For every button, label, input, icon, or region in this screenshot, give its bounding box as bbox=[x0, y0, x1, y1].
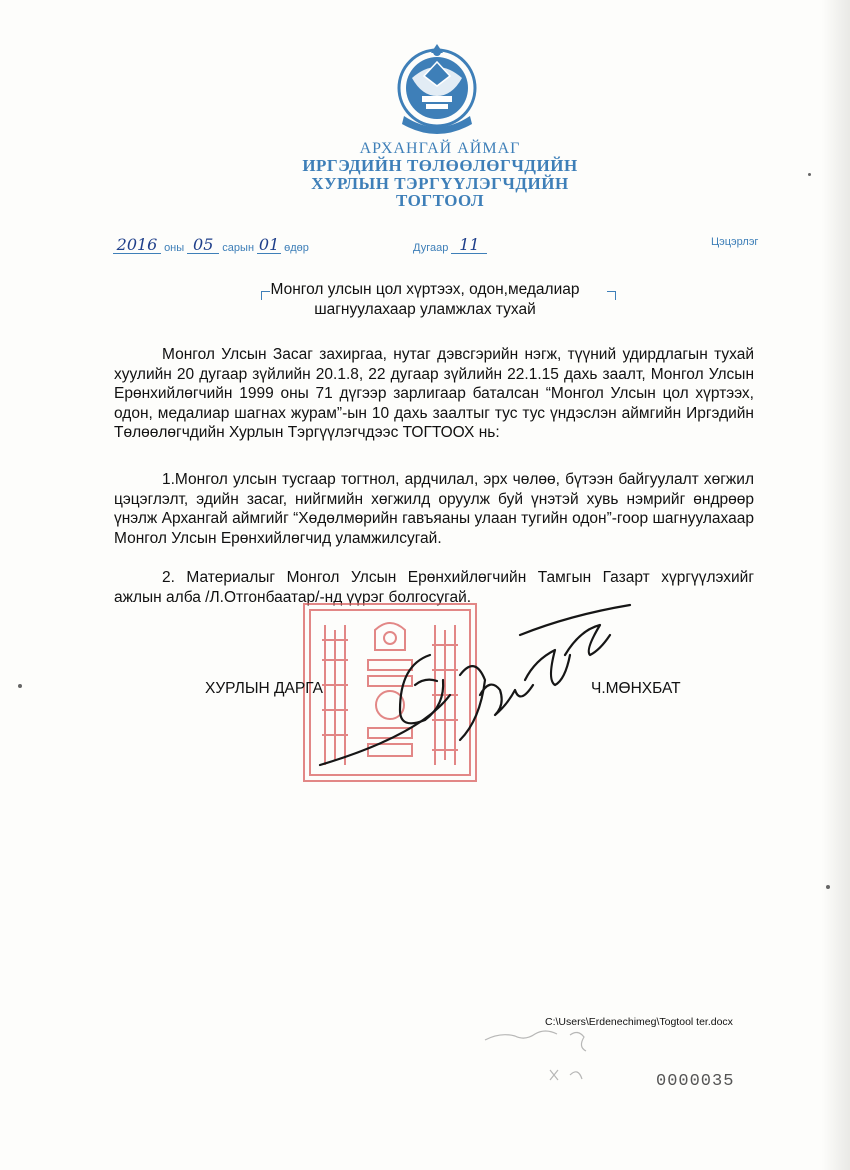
date-year: 2016 bbox=[113, 236, 161, 254]
state-emblem-icon bbox=[392, 38, 482, 138]
document-type: ТОГТООЛ bbox=[395, 191, 485, 210]
date-month-suffix: сарын bbox=[222, 242, 255, 254]
signatory-title: ХУРЛЫН ДАРГА bbox=[205, 680, 323, 697]
body-paragraph-2: 1.Монгол улсын тусгаар тогтнол, ардчилал, эрх чөлөө, бүтээн байгуулалт хөгжил цэцэглэлт, эдийн засаг, нийгмийн хөгжилд оруулж буй үнэтэй хувь нэмрийг өндрөөр үнэлж Архангай аймгийг “Хөдөлмөрийн гавъяаны улаан тугийн одон”-гоор шагнуулахаар Монгол Улсын Ерөнхийлөгчид уламжилсугай. bbox=[114, 471, 754, 547]
page-edge-shadow bbox=[822, 0, 850, 1170]
number-line bbox=[413, 236, 487, 254]
date-month: 05 bbox=[187, 236, 219, 254]
handwritten-signature bbox=[310, 595, 640, 775]
signatory-name: Ч.МӨНХБАТ bbox=[591, 680, 681, 697]
subject-line-2: шагнуулахаар уламжлах тухай bbox=[314, 301, 536, 318]
date-day: 01 bbox=[258, 235, 280, 254]
scan-speck bbox=[808, 173, 811, 176]
date-day-suffix: өдөр bbox=[284, 242, 309, 254]
body-paragraph-1: Монгол Улсын Засаг захиргаа, нутаг дэвсгэрийн нэгж, түүний удирдлагын тухай хуулийн 20 дугаар зүйлийн 20.1.8, 22 дугаар зүйлийн 22.1.15 дахь заалт, Монгол Улсын Ерөнхийлөгчийн 1999 оны 71 дүгээр зарлигаар баталсан “Монгол Улсын цол хүртээх, одон, медалиар шагнах журам”-ын 10 дахь заалтыг тус тус үндэслэн аймгийн Иргэдийн Төлөөлөгчдийн Хурлын Тэргүүлэгчдээс ТОГТООХ нь: bbox=[114, 346, 754, 441]
scan-speck bbox=[18, 684, 22, 688]
subject-line-1: Монгол улсын цол хүртээх, одон,медалиар bbox=[270, 281, 580, 298]
scan-speck bbox=[826, 885, 830, 889]
body-paragraph-3: 2. Материалыг Монгол Улсын Ерөнхийлөгчийн Тамгын Газарт хүргүүлэхийг ажлын алба /Л.Отгонбаатар/-нд үүрэг болгосугай. bbox=[114, 569, 754, 606]
file-path: C:\Users\Erdenechimeg\Togtool ter.docx bbox=[545, 1016, 733, 1028]
place-name: Цэцэрлэг bbox=[711, 236, 759, 248]
document-subject bbox=[215, 280, 635, 320]
org-name-line-2: ХУРЛЫН ТЭРГҮҮЛЭГЧДИЙН bbox=[311, 174, 569, 193]
date-year-suffix: оны bbox=[164, 242, 185, 254]
pencil-note bbox=[480, 1020, 620, 1090]
date-line bbox=[113, 236, 309, 254]
document-number: 11 bbox=[451, 236, 487, 254]
number-label: Дугаар bbox=[413, 242, 449, 254]
aimag-name: АРХАНГАЙ АЙМАГ bbox=[359, 140, 521, 157]
serial-number: 0000035 bbox=[656, 1072, 735, 1091]
org-name-line-1: ИРГЭДИЙН ТӨЛӨӨЛӨГЧДИЙН bbox=[302, 156, 578, 175]
